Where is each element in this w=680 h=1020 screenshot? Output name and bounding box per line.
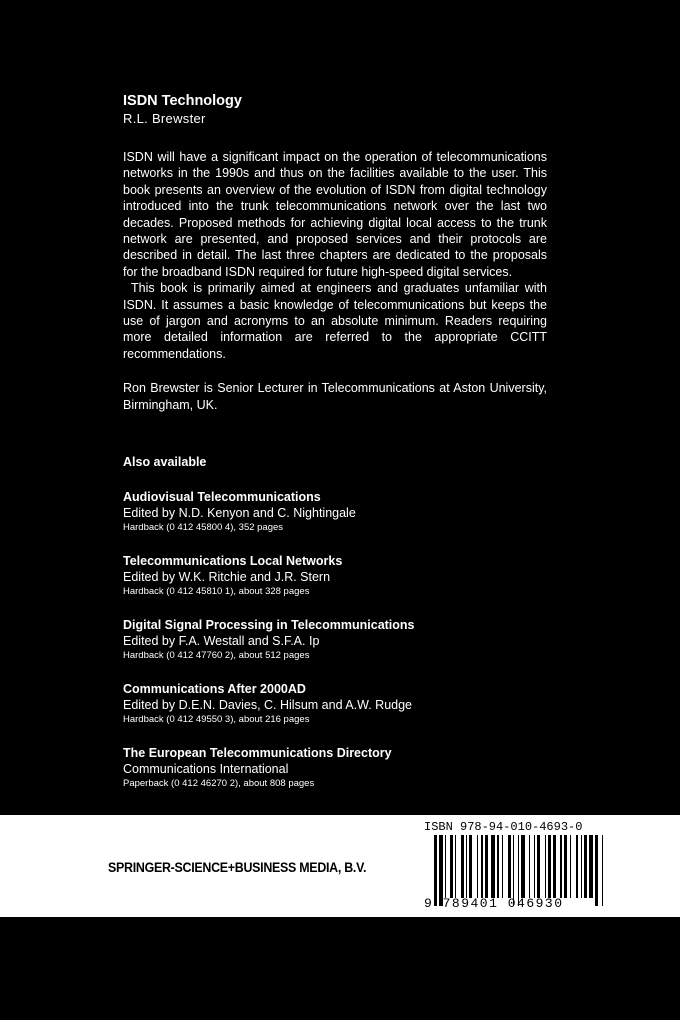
barcode-bar — [485, 835, 488, 898]
book-author: R.L. Brewster — [123, 111, 206, 126]
related-book-details: Hardback (0 412 47760 2), about 512 pages — [123, 650, 310, 662]
related-book-title: Communications After 2000AD — [123, 682, 306, 697]
publisher-band — [0, 815, 680, 917]
list-item — [123, 553, 547, 599]
barcode-bar — [553, 835, 556, 898]
related-book-details: Hardback (0 412 45810 1), about 328 pages — [123, 586, 310, 598]
related-book-title: Digital Signal Processing in Telecommunications — [123, 618, 415, 633]
description-paragraph-2: This book is primarily aimed at engineers and graduates unfamiliar with ISDN. It assumes a basic knowledge of telecommunications but keeps the use of jargon and acronyms to an absolute minimum. Readers requiring more detailed information are referred to the appropriate CCITT recommendations. — [123, 281, 547, 361]
barcode — [424, 818, 670, 914]
related-book-details: Paperback (0 412 46270 2), about 808 pages — [123, 778, 315, 790]
also-available-list — [123, 489, 547, 791]
barcode-bar — [548, 835, 551, 898]
barcode-bar — [589, 835, 593, 898]
related-book-title: The European Telecommunications Directory — [123, 746, 392, 761]
barcode-bar — [450, 835, 453, 898]
related-book-title: Audiovisual Telecommunications — [123, 490, 321, 505]
related-book-details: Hardback (0 412 45800 4), 352 pages — [123, 522, 284, 534]
back-cover-content — [123, 92, 547, 809]
barcode-bars — [434, 835, 664, 898]
barcode-bar — [502, 835, 503, 898]
barcode-bar — [521, 835, 525, 898]
author-bio: Ron Brewster is Senior Lecturer in Telecommunications at Aston University, Birmingham, UK. — [123, 381, 547, 412]
related-book-editors: Edited by N.D. Kenyon and C. Nightingale — [123, 506, 356, 521]
isbn-label: ISBN 978-94-010-4693-0 — [424, 820, 583, 834]
barcode-bar — [529, 835, 530, 898]
barcode-bar — [461, 835, 464, 898]
barcode-bar — [560, 835, 561, 898]
barcode-number: 9 789401 046930 — [424, 896, 564, 911]
barcode-bar — [537, 835, 540, 898]
barcode-bar — [581, 835, 582, 898]
book-title: ISDN Technology — [123, 93, 242, 109]
related-book-details: Hardback (0 412 49550 3), about 216 pages — [123, 714, 310, 726]
barcode-bar — [477, 835, 478, 898]
related-book-editors: Edited by W.K. Ritchie and J.R. Stern — [123, 570, 331, 585]
barcode-bar — [576, 835, 577, 898]
barcode-bar — [584, 835, 587, 898]
barcode-bar — [491, 835, 495, 898]
barcode-bar — [545, 835, 546, 898]
related-book-editors: Edited by F.A. Westall and S.F.A. Ip — [123, 634, 320, 649]
barcode-bar — [455, 835, 456, 898]
barcode-bar — [445, 835, 446, 898]
barcode-bar — [508, 835, 511, 898]
list-item — [123, 617, 547, 663]
barcode-bar — [481, 835, 482, 898]
list-item — [123, 681, 547, 727]
barcode-bar — [564, 835, 567, 898]
barcode-bar — [497, 835, 498, 898]
barcode-bar — [466, 835, 467, 898]
description-paragraph-1: ISDN will have a significant impact on the operation of telecommunications networks in the 1990s and thus on the facilities available to the user. This book presents an overview of the evolution of ISDN from digital technology introduced into the trunk telecommunications network over the last two decades. Proposed methods for achieving digital local access to the trunk network are presented, and proposed services and their protocols are described in detail. The last three chapters are dedicated to the proposals for the broadband ISDN required for future high-speed digital services. — [123, 150, 547, 279]
publisher-name: SPRINGER-SCIENCE+BUSINESS MEDIA, B.V. — [108, 860, 367, 875]
related-book-title: Telecommunications Local Networks — [123, 554, 343, 569]
list-item — [123, 745, 547, 791]
barcode-bar — [570, 835, 571, 898]
list-item — [123, 489, 547, 535]
barcode-bar — [534, 835, 535, 898]
barcode-bar — [469, 835, 472, 898]
also-available-heading: Also available — [123, 455, 207, 470]
related-book-editors: Communications International — [123, 762, 289, 777]
related-book-editors: Edited by D.E.N. Davies, C. Hilsum and A.W. Rudge — [123, 698, 413, 713]
